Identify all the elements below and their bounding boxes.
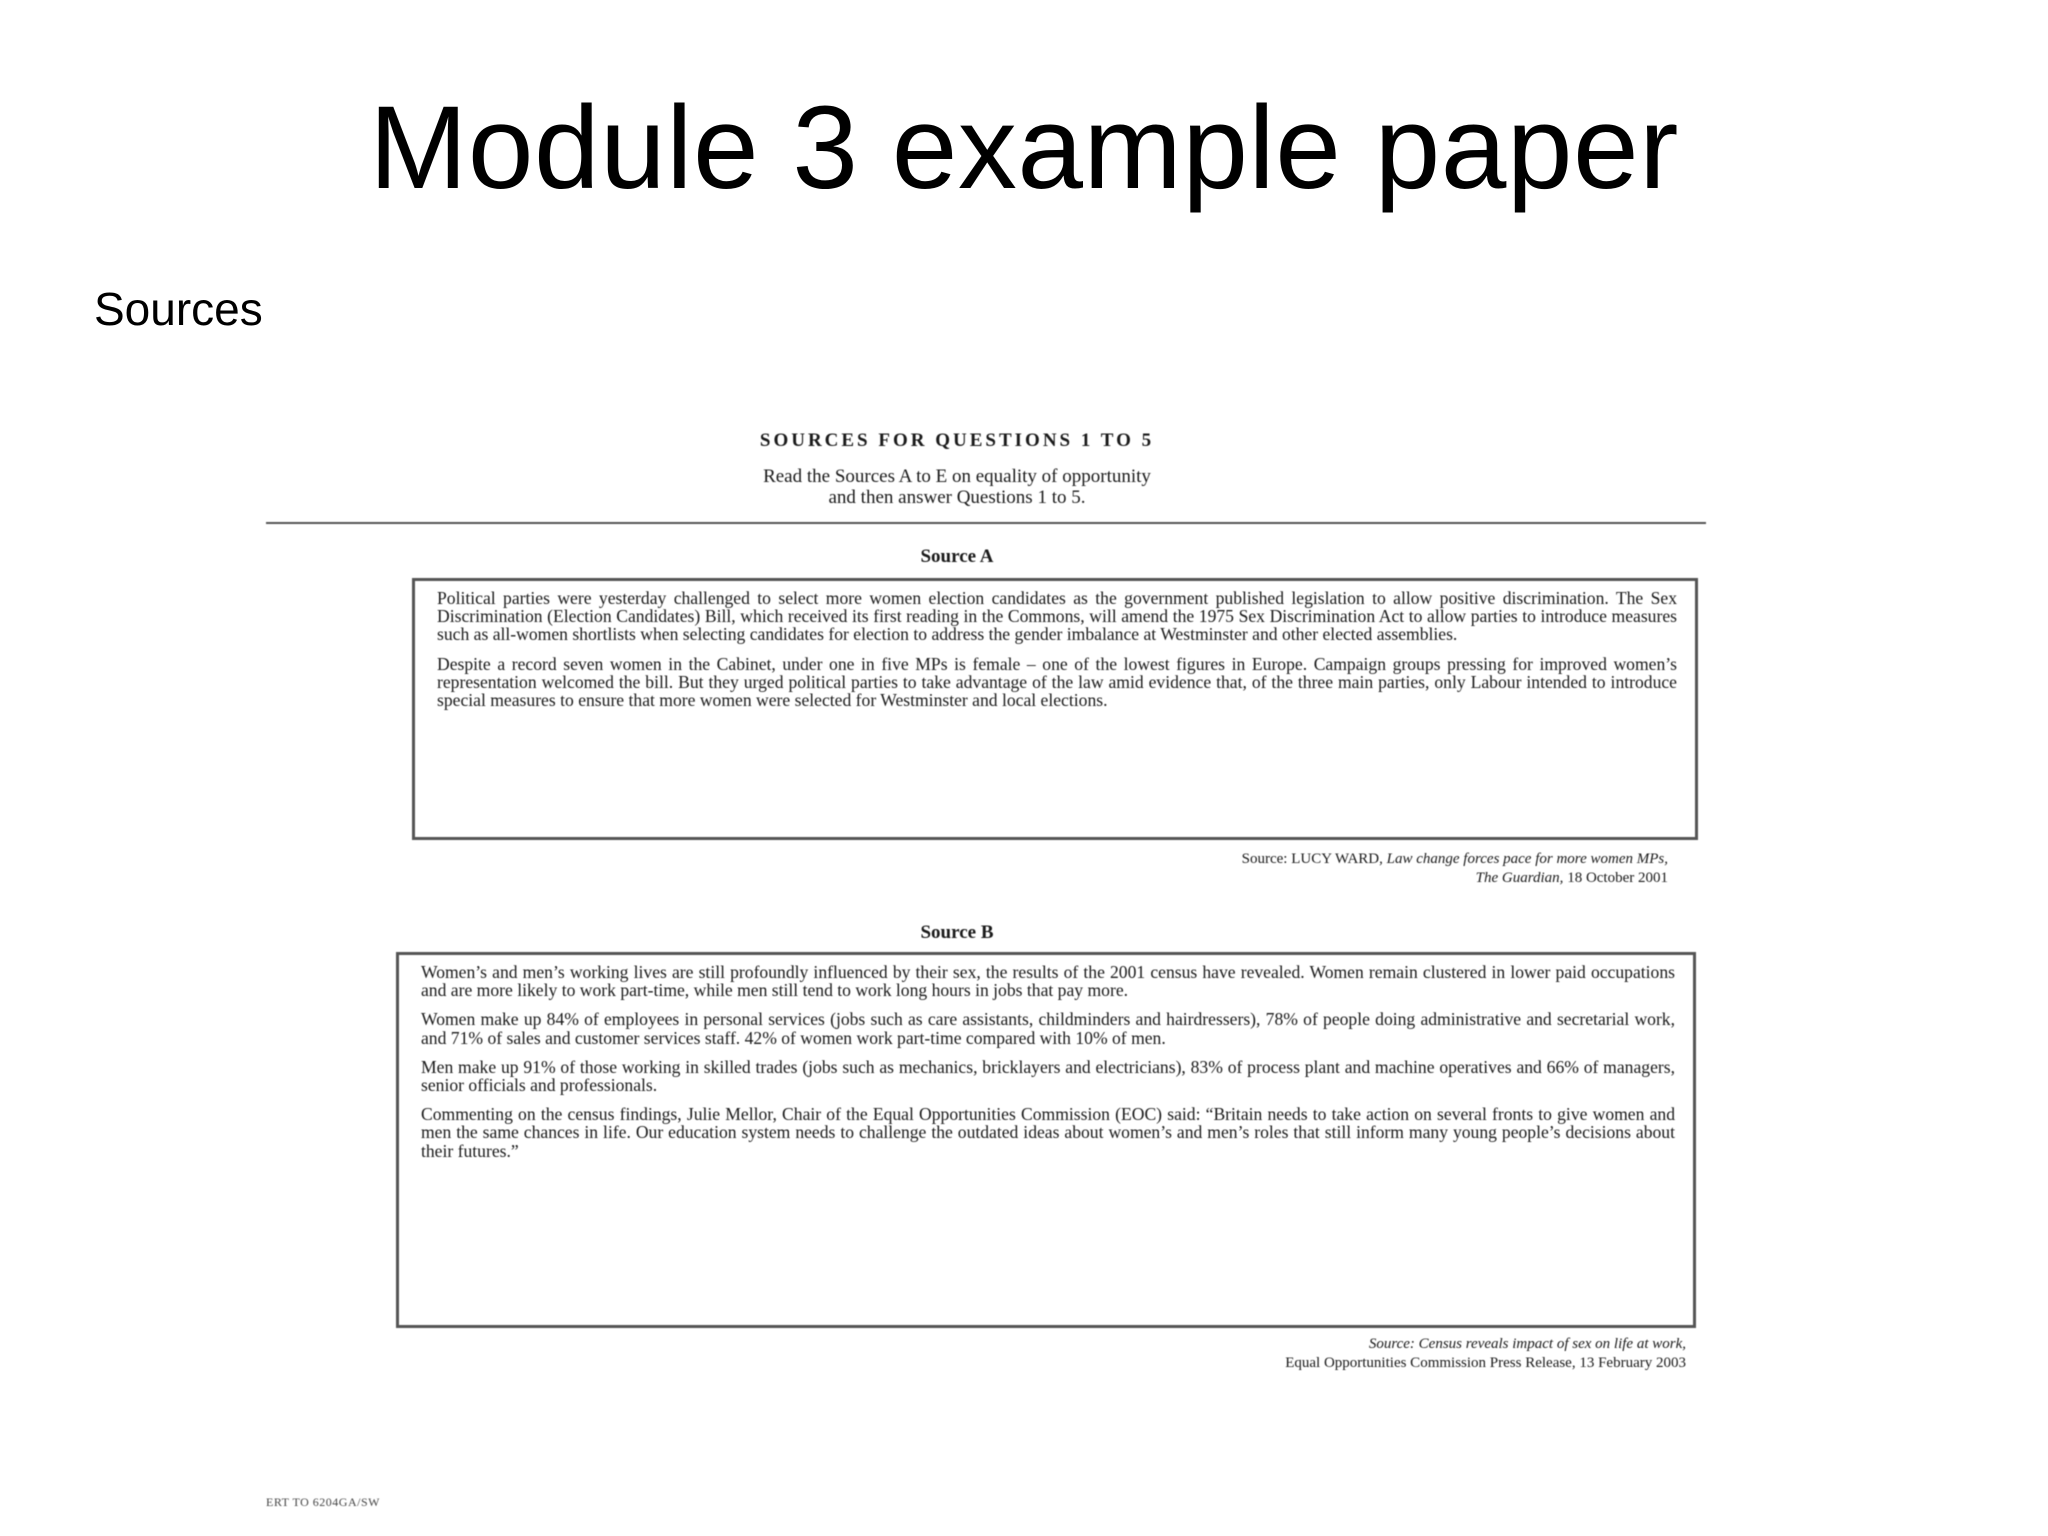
source-b-paragraph: Women’s and men’s working lives are still profoundly influenced by their sex, the results of the 2001 census have revealed. Women remain clustered in lower paid occupations and are more likely to work part-time, while men still tend to work long hours in jobs that pay more. [421,962,1675,1001]
source-b-paragraph: Women make up 84% of employees in personal services (jobs such as care assistants, childminders and hairdressers), 78% of people doing administrative and secretarial work, and 71% of sales and customer services staff. 42% of women work part-time compared with 10% of men. [421,1009,1675,1048]
scan-heading: SOURCES FOR QUESTIONS 1 TO 5 [759,430,1155,451]
slide-subtitle: Sources [94,283,263,335]
source-a-citation [412,850,1668,888]
citation-prefix: Source: LUCY WARD, [1241,851,1383,867]
scan-footer-code: ERT TO 6204GA/SW [266,1495,380,1509]
source-b-paragraph: Men make up 91% of those working in skilled trades (jobs such as mechanics, bricklayers and electricians), 83% of process plant and machine operatives and 66% of managers, senior officials and professionals. [421,1056,1675,1096]
citation-title: Census reveals impact of sex on life at work, [1418,1336,1686,1352]
source-a-label: Source A [920,546,994,567]
citation-publication: Equal Opportunities Commission Press Release, 13 February 2003 [1285,1355,1686,1371]
source-a-box [412,578,1698,840]
citation-prefix: Source: [1368,1336,1415,1352]
divider-rule [266,522,1706,524]
scanned-exam-page [262,420,1712,1520]
source-b-paragraph: Commenting on the census findings, Julie Mellor, Chair of the Equal Opportunities Commission (EOC) said: “Britain needs to take action on several fronts to give women and men the same chances in life. Our education system needs to challenge the outdated ideas about women’s and men’s roles that still inform many young people’s decisions about their futures.” [421,1104,1675,1161]
source-b-box [396,952,1696,1328]
slide-title: Module 3 example paper [369,82,1679,214]
instructions-line-1: Read the Sources A to E on equality of opportunity [763,466,1151,487]
source-a-paragraph: Political parties were yesterday challenged to select more women election candidates as the government published legislation to allow positive discrimination. The Sex Discrimination (Election Candidates) Bill, which received its first reading in the Commons, will amend the 1975 Sex Discrimination Act to allow parties to introduce measures such as all-women shortlists when selecting candidates for election to address the gender imbalance at Westminster and other elected assemblies. [437,588,1677,645]
source-b-citation [396,1335,1686,1373]
citation-publication: The Guardian, [1475,870,1564,886]
source-b-label: Source B [920,922,994,943]
instructions-line-2: and then answer Questions 1 to 5. [828,487,1086,508]
citation-date: 18 October 2001 [1567,870,1668,886]
citation-title: Law change forces pace for more women MPs, [1386,851,1668,867]
source-a-paragraph: Despite a record seven women in the Cabinet, under one in five MPs is female – one of the lowest figures in Europe. Campaign groups pressing for improved women’s representation welcomed the bill. But they urged political parties to take advantage of the law amid evidence that, of the three main parties, only Labour intended to introduce special measures to ensure that more women were selected for Westminster and local elections. [437,653,1677,711]
scan-instructions [262,466,1652,508]
